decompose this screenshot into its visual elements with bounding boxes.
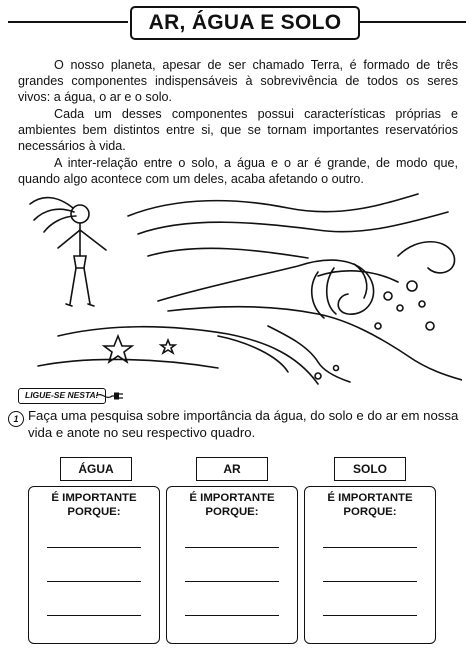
sand-line <box>38 359 218 368</box>
starfish <box>161 340 175 353</box>
girl-figure <box>30 198 106 306</box>
paragraph-3: A inter-relação entre o solo, a água e o ar é grande, de modo que, quando algo acontece com um deles, acaba afetando o outro. <box>18 156 458 187</box>
answer-box-agua[interactable] <box>28 486 160 644</box>
page-title: AR, ÁGUA E SOLO <box>130 6 360 40</box>
answer-box-prompt: É IMPORTANTE <box>51 492 137 504</box>
wave-foam <box>218 336 288 372</box>
answer-line <box>323 615 417 616</box>
answer-line <box>47 581 141 582</box>
wave-body <box>168 307 462 380</box>
title-rule-right <box>360 21 466 23</box>
wind-swirl <box>148 248 308 258</box>
plug-icon <box>96 389 124 403</box>
answer-box-prompt: É IMPORTANTE <box>189 492 275 504</box>
paragraph-1: O nosso planeta, apesar de ser chamado Terra, é formado de três grandes componentes indispensáveis à sobrevivência de todos os seres vivos: a água, o ar e o solo. <box>18 58 458 105</box>
answer-line <box>185 615 279 616</box>
ligue-se-badge: LIGUE-SE NESTA! <box>18 388 106 404</box>
wave-crest <box>158 260 374 314</box>
beach-wave-illustration <box>18 186 462 386</box>
wave-inner <box>327 268 336 314</box>
answer-box-solo[interactable] <box>304 486 436 644</box>
activity-number: 1 <box>8 411 24 427</box>
answer-line <box>47 547 141 548</box>
shoreline <box>58 327 318 384</box>
answer-box-prompt: É IMPORTANTE <box>327 492 413 504</box>
column-label-agua: ÁGUA <box>60 457 132 481</box>
answer-box-prompt: PORQUE: <box>205 506 259 518</box>
wave-inner <box>354 264 367 298</box>
column-label-ar: AR <box>196 457 268 481</box>
wind-swirl <box>138 212 448 234</box>
answer-line <box>47 615 141 616</box>
paragraph-2: Cada um desses componentes possui características próprias e ambientes bem distintos entre si, que se tornam importantes reservatórios necessários à vida. <box>18 107 458 154</box>
answer-line <box>323 581 417 582</box>
wave-inner <box>312 272 324 318</box>
wind-swirl <box>398 242 455 273</box>
answer-line <box>185 547 279 548</box>
answer-line <box>323 547 417 548</box>
starfish <box>104 336 132 362</box>
wind-swirl <box>128 194 418 216</box>
answer-line <box>185 581 279 582</box>
answer-box-prompt: PORQUE: <box>67 506 121 518</box>
activity-instruction: Faça uma pesquisa sobre importância da água, do solo e do ar em nossa vida e anote no seu respectivo quadro. <box>28 408 459 440</box>
title-bar <box>8 6 466 38</box>
column-label-solo: SOLO <box>334 457 406 481</box>
title-rule-left <box>8 21 128 23</box>
answer-box-prompt: PORQUE: <box>343 506 397 518</box>
answer-box-ar[interactable] <box>166 486 298 644</box>
